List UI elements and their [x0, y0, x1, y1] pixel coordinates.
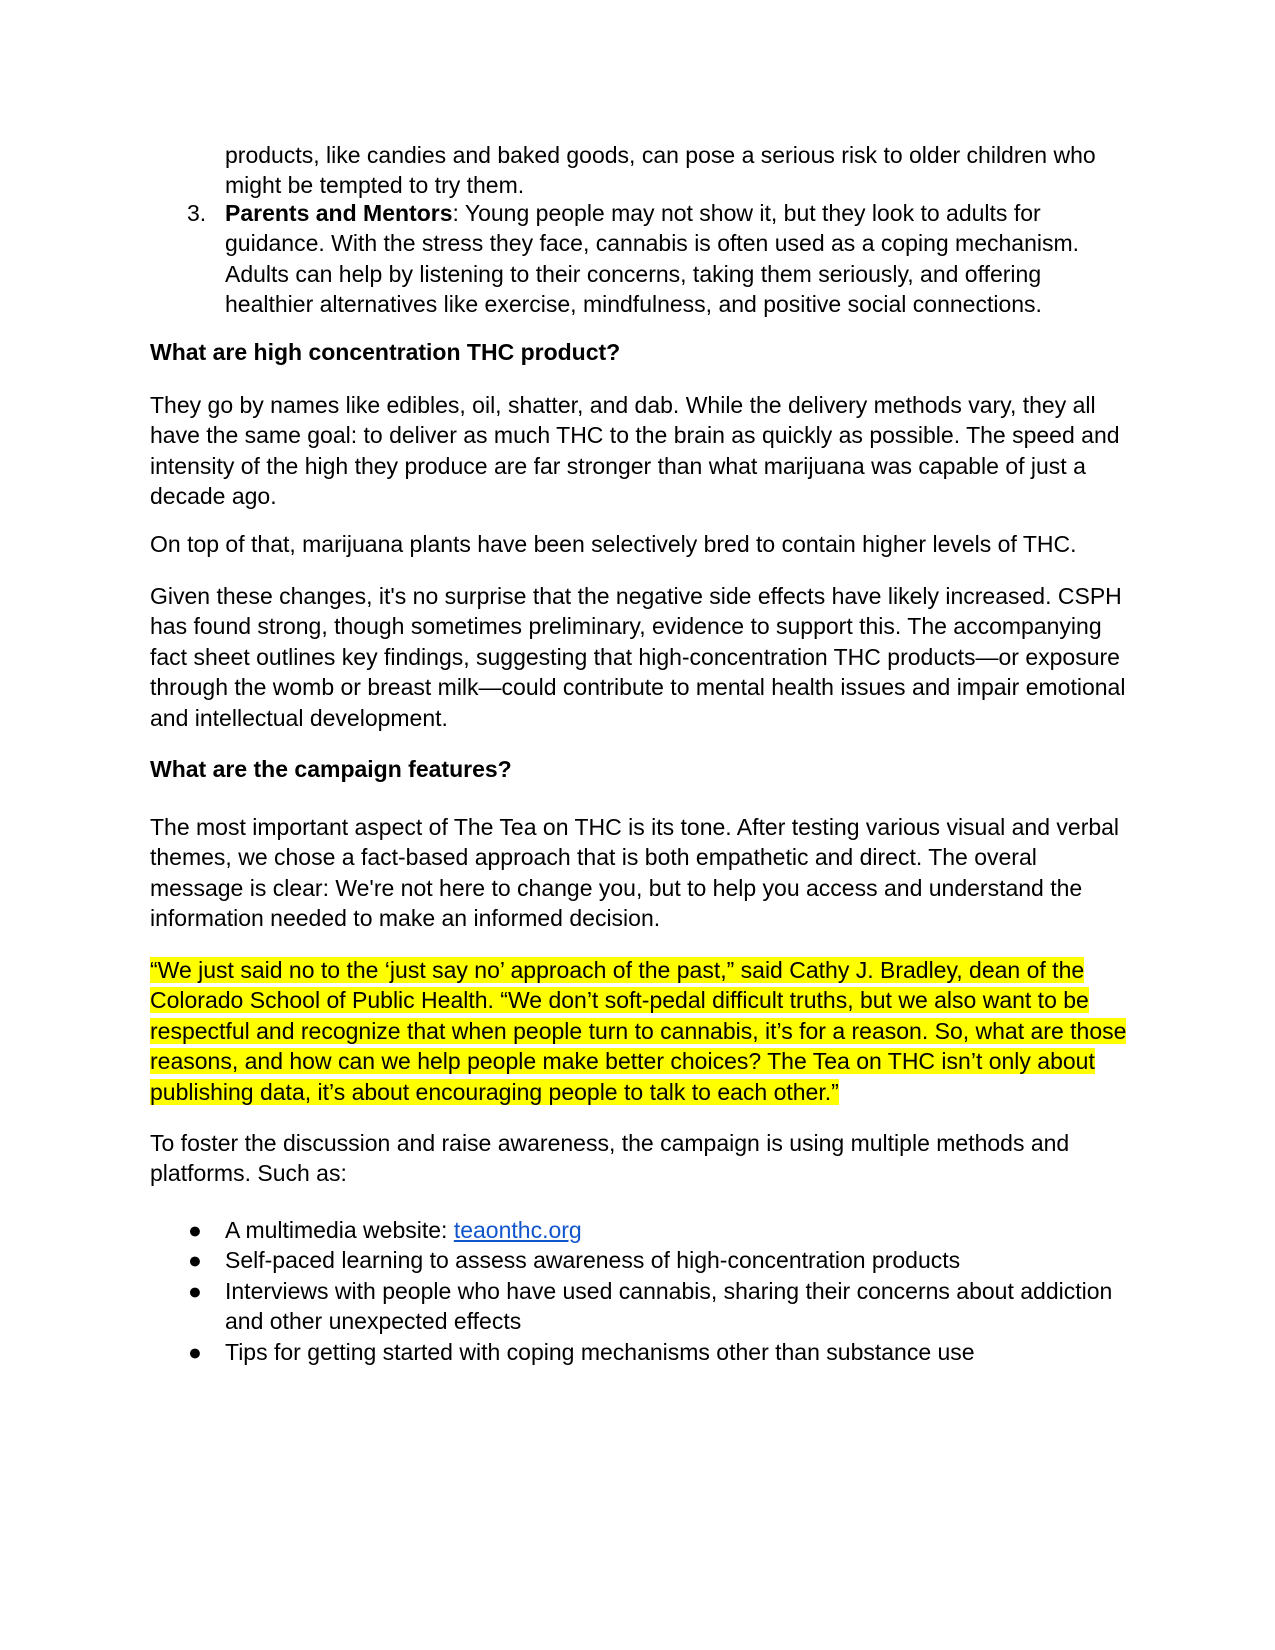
bullet-icon: ● — [188, 1338, 202, 1365]
heading-text: What are high concentration THC product? — [150, 339, 621, 365]
bullet-icon: ● — [188, 1247, 202, 1274]
paragraph-text: The most important aspect of The Tea on THC is its tone. After testing various visual and verbal themes, we chose a fact-based approach that is both empathetic and direct. The overal message is clear: We're not here to change you, but to help you access and understand the information needed to make an informed decision. — [150, 814, 1120, 932]
bullet-icon: ● — [188, 1217, 202, 1243]
list-item — [150, 1337, 1130, 1367]
list-item-continuation — [225, 140, 1130, 201]
quote-text: “We just said no to the ‘just say no’ approach of the past,” said Cathy J. Bradley, dean of the Colorado School of Public Health. “We don’t soft-pedal difficult truths, but we also want to be respectful and recognize that when people turn to cannabis, it’s for a reason. So, what are those reasons, and how can we help people make better choices? The Tea on THC isn’t only about publishing data, it’s about encouraging people to talk to each other.” — [150, 957, 1127, 1105]
teaonthc-link[interactable]: teaonthc.org — [453, 1217, 582, 1243]
list-item-2-continued-text: products, like candies and baked goods, can pose a serious risk to older children who might be tempted to try them. — [225, 142, 1096, 199]
bullet-text: A multimedia website: — [225, 1217, 454, 1243]
paragraph-text: On top of that, marijuana plants have been selectively bred to contain higher levels of THC. — [150, 531, 1077, 557]
list-item-3-bold-label: Parents and Mentors — [225, 200, 453, 226]
highlighted-quote — [150, 955, 1130, 1107]
bullet-icon: ● — [188, 1277, 202, 1304]
paragraph-side-effects — [150, 581, 1130, 733]
bullet-text: Self-paced learning to assess awareness of high-concentration products — [225, 1247, 961, 1274]
bullet-text: Tips for getting started with coping mechanisms other than substance use — [225, 1338, 975, 1365]
bullet-list — [150, 1215, 1130, 1367]
list-item-3-text: : Young people may not show it, but they look to adults for guidance. With the stress they face, cannabis is often used as a coping mechanism. Adults can help by listening to their concerns, taking them seriously, and offering healthier alternatives like exercise, mindfulness, and positive social connections. — [225, 200, 1080, 318]
list-number: 3. — [187, 200, 207, 226]
section-heading-campaign-features — [150, 754, 1130, 784]
paragraph-thc-names — [150, 390, 1130, 512]
list-item — [150, 1215, 1130, 1245]
paragraph-selective-breeding — [150, 529, 1130, 559]
list-item — [150, 1245, 1130, 1275]
paragraph-foster-discussion — [150, 1128, 1130, 1189]
paragraph-text: To foster the discussion and raise awareness, the campaign is using multiple methods and platforms. Such as: — [150, 1130, 1070, 1187]
paragraph-campaign-tone — [150, 812, 1130, 934]
ordered-list — [150, 198, 1130, 320]
section-heading-thc-products — [150, 337, 1130, 367]
heading-text: What are the campaign features? — [150, 756, 512, 782]
paragraph-text: Given these changes, it's no surprise that the negative side effects have likely increased. CSPH has found strong, though sometimes preliminary, evidence to support this. The accompanying fact sheet outlines key findings, suggesting that high-concentration THC products—or exposure through the womb or breast milk—could contribute to mental health issues and impair emotional and intellectual development. — [150, 583, 1126, 731]
list-item-3 — [150, 198, 1130, 320]
bullet-text: Interviews with people who have used cannabis, sharing their concerns about addiction and other unexpected effects — [225, 1277, 1113, 1335]
paragraph-text: They go by names like edibles, oil, shatter, and dab. While the delivery methods vary, they all have the same goal: to deliver as much THC to the brain as quickly as possible. The speed and intensity of the high they produce are far stronger than what marijuana was capable of just a decade ago. — [150, 392, 1120, 510]
list-item — [150, 1276, 1130, 1337]
